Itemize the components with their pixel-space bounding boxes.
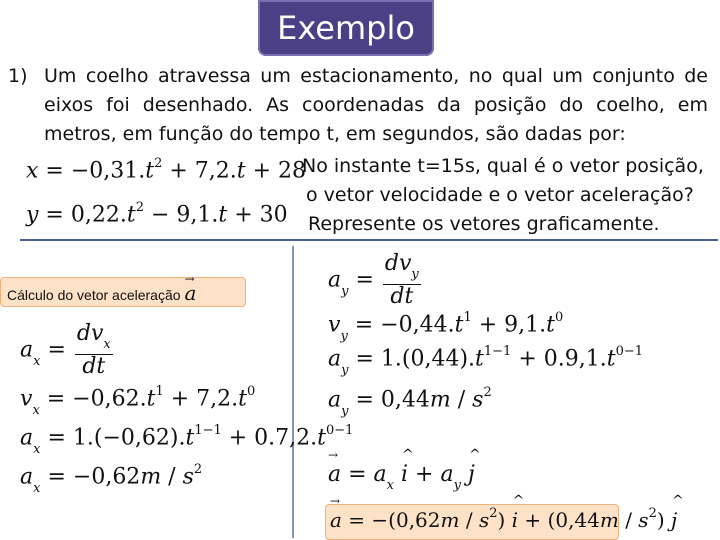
ay-result: $a_y = 0,44m / s^2$ (328, 385, 492, 419)
problem-text: Um coelho atravessa um estacionamento, no qual um conjunto de eixos foi desenhado. As coordenadas da posição do coelho, em metros, em função do tempo t, em segundos, são dadas por: (44, 65, 708, 145)
column-divider (292, 246, 294, 538)
ax-result: $a_x = -0,62m / s^2$ (20, 462, 203, 496)
equation-y-position: $y = 0,22.t^2 - 9,1.t + 30$ (26, 200, 288, 228)
acceleration-label-text: Cálculo do vetor aceleração (7, 287, 181, 303)
problem-statement (8, 62, 708, 149)
vector-sum-equation: → $a = a_x$ ^ $i + a_y$ ^ j (328, 462, 475, 490)
acceleration-label (0, 277, 246, 307)
section-divider (20, 239, 718, 241)
ax-derivative: $a_x = 1.(-0,62).t^{1-1} + 0.7,2.t^{0-1}$ (20, 423, 354, 457)
vy-equation: $v_y = -0,44.t^1 + 9,1.t^0$ (328, 310, 564, 344)
question-text (300, 152, 710, 239)
slide-title: Exemplo (258, 0, 434, 56)
ay-derivative: $a_y = 1.(0,44).t^{1-1} + 0.9,1.t^{0-1}$ (328, 344, 643, 378)
ax-definition: $a_x$ = $\frac{dv_x}{dt}$ (20, 321, 111, 380)
acceleration-vector-symbol: → a (184, 278, 196, 308)
question-line-3: Represente os vetores graficamente. (308, 213, 660, 235)
final-acceleration-vector: → $a = -(0,62m / s^2)$ ^ $i + (0,44m / s^2)$ ^ j (330, 508, 677, 532)
question-line-1: No instante t=15s, qual é o vetor posição, (302, 155, 704, 177)
equation-x-position: $x = -0,31.t^2 + 7,2.t + 28$ (26, 156, 307, 184)
problem-number: 1) (8, 65, 28, 87)
ay-definition: $a_y$ = $\frac{dv_y}{dt}$ (328, 251, 419, 310)
vx-equation: $v_x = -0,62.t^1 + 7,2.t^0$ (20, 384, 256, 418)
question-line-2: o vetor velocidade e o vetor aceleração? (306, 184, 694, 206)
